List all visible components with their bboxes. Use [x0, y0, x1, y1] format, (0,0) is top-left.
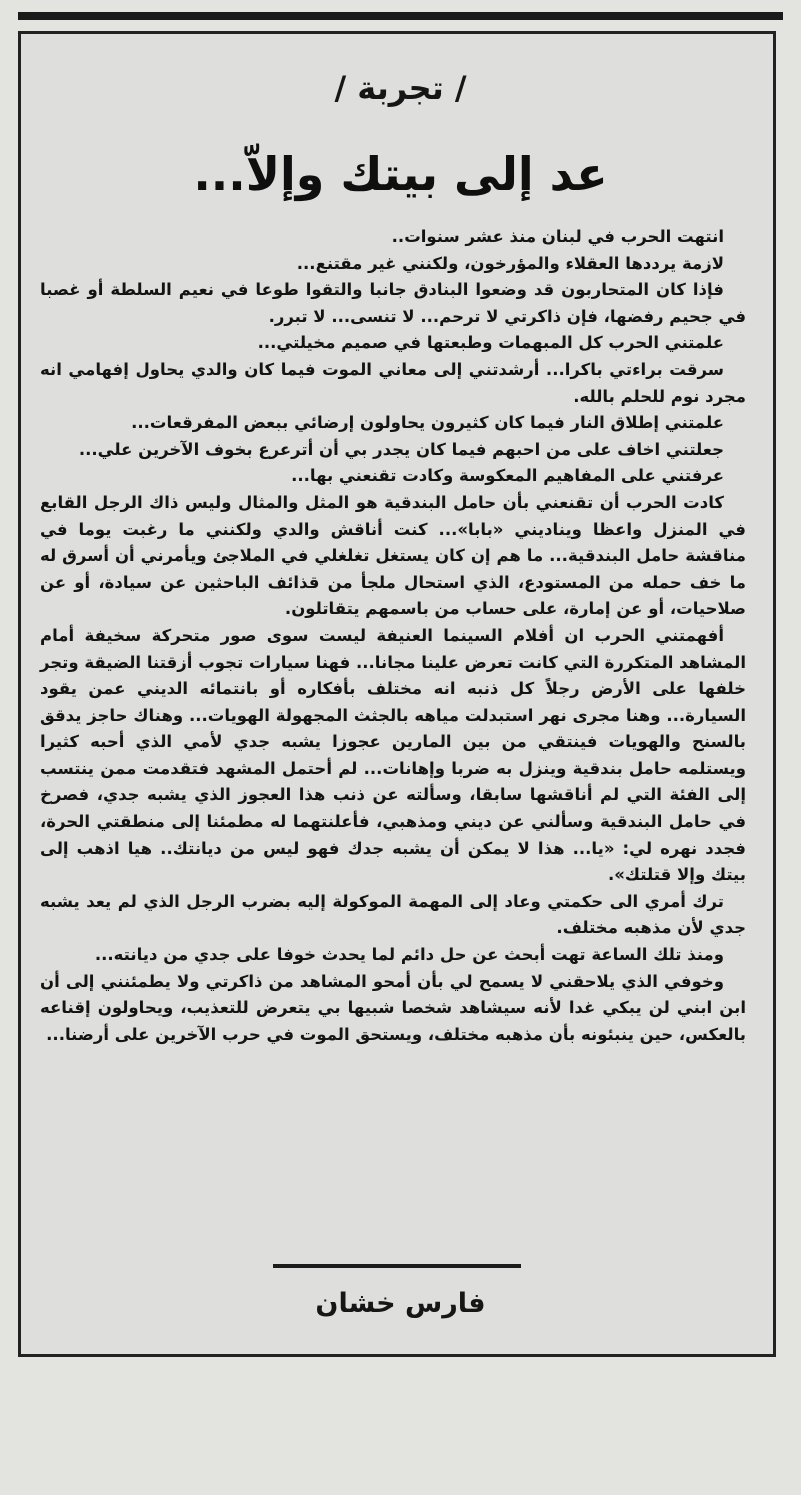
paragraph: كادت الحرب أن تقنعني بأن حامل البندقية هو المثل والمثال وليس ذاك الرجل القابع في المنزل واعظا ويناديني «بابا»... كنت أناقش والدي ولكنني ما رغبت يوما في مناقشة حامل البندقية... ما هم إن كان يستغل تغلغلي في الملاجئ ويأمرني أن أسرق له ما خف حمله من المستودع، الذي استحال ملجأ من قذائف الباحثين عن سيادة، أو عن صلاحيات، أو عن إمارة، على حساب من باسمهم يتقاتلون.	[40, 492, 746, 619]
paragraph: علمتني الحرب كل المبهمات وطبعتها في صميم مخيلتي...	[257, 333, 724, 353]
paragraph: جعلتني اخاف على من احبهم فيما كان يجدر بي أن أترعرع بخوف الآخرين علي...	[78, 439, 724, 459]
paragraph: ومنذ تلك الساعة تهت أبحث عن حل دائم لما يحدث خوفا على جدي من ديانته...	[94, 945, 724, 965]
signature-rule	[273, 1264, 521, 1268]
author-name: فارس خشان	[315, 1288, 486, 1319]
paragraph: وخوفي الذي يلاحقني لا يسمح لي بأن أمحو المشاهد من ذاكرتي ولا يطمئنني إلى أن ابن ابني لن يبكي غدا لأنه سيشاهد شخصا شبيها بي يتعرض للتعذيب، ويحاولون إقناعه بالعكس، حين ينبئونه بأن مذهبه مختلف، ويستحق الموت في حرب الآخرين على أرضنا...	[40, 971, 746, 1044]
paragraph: سرقت براءتي باكرا... أرشدتني إلى معاني الموت فيما كان والدي يحاول إفهامي انه مجرد نوم للحلم بالله.	[40, 359, 746, 406]
paragraph: انتهت الحرب في لبنان منذ عشر سنوات..	[391, 227, 724, 246]
paragraph: عرفتني على المفاهيم المعكوسة وكادت تقنعني بها...	[291, 466, 724, 486]
top-rule	[18, 12, 783, 20]
section-label: / تجربة /	[334, 69, 467, 107]
paragraph: لازمة يرددها العقلاء والمؤرخون، ولكنني غير مقتنع...	[296, 253, 724, 273]
article-body	[40, 224, 746, 1048]
paragraph: علمتني إطلاق النار فيما كان كثيرون يحاولون إرضائي ببعض المفرقعات...	[131, 413, 724, 433]
article-title: عد إلى بيتك وإلاّ...	[193, 147, 608, 201]
paragraph: ترك أمري الى حكمتي وعاد إلى المهمة الموكولة إليه بضرب الرجل الذي لم يعد يشبه جدي لأن مذهبه مختلف.	[40, 891, 746, 938]
paragraph: أفهمتني الحرب ان أفلام السينما العنيفة ليست سوى صور متحركة سخيفة أمام المشاهد المتكررة التي كانت تعرض علينا مجانا... فهنا سيارات تجوب أزقتنا الضيقة وتجر خلفها على الأرض رجلاً كل ذنبه انه مختلف بأفكاره أو بانتمائه الديني عمن يقود السيارة... وهنا مجرى نهر استبدلت مياهه بالجثث المجهولة الهويات... وهناك حاجز يدقق بالسنح والهويات فينتقي من بين المارين عجوزا يشبه جدي لأمي الذي أحبه كثيرا ويستلمه حامل بندقية وينزل به ضربا وإهانات... لم أحتمل المشهد فتقدمت ممن ينتسب إلى الفئة التي لم أناقشها سابقا، وسألته عن ذنب هذا العجوز الذي يشبه جدي، فصرخ في حامل البندقية وسألني عن ديني ومذهبي، فأعلنتهما له مطمئنا إلى منطقتي الحرة، فجدد نهره لي: «يا... هذا لا يمكن أن يشبه جدك فهو ليس من ديانتك.. هيا اذهب إلى بيتك وإلا قتلتك».	[40, 625, 746, 885]
paragraph: فإذا كان المتحاربون قد وضعوا البنادق جانبا والتقوا طوعا في نعيم السلطة أو غصبا في جحيم رفضها، فإن ذاكرتي لا ترحم... لا تنسى... لا تبرر.	[40, 280, 746, 326]
